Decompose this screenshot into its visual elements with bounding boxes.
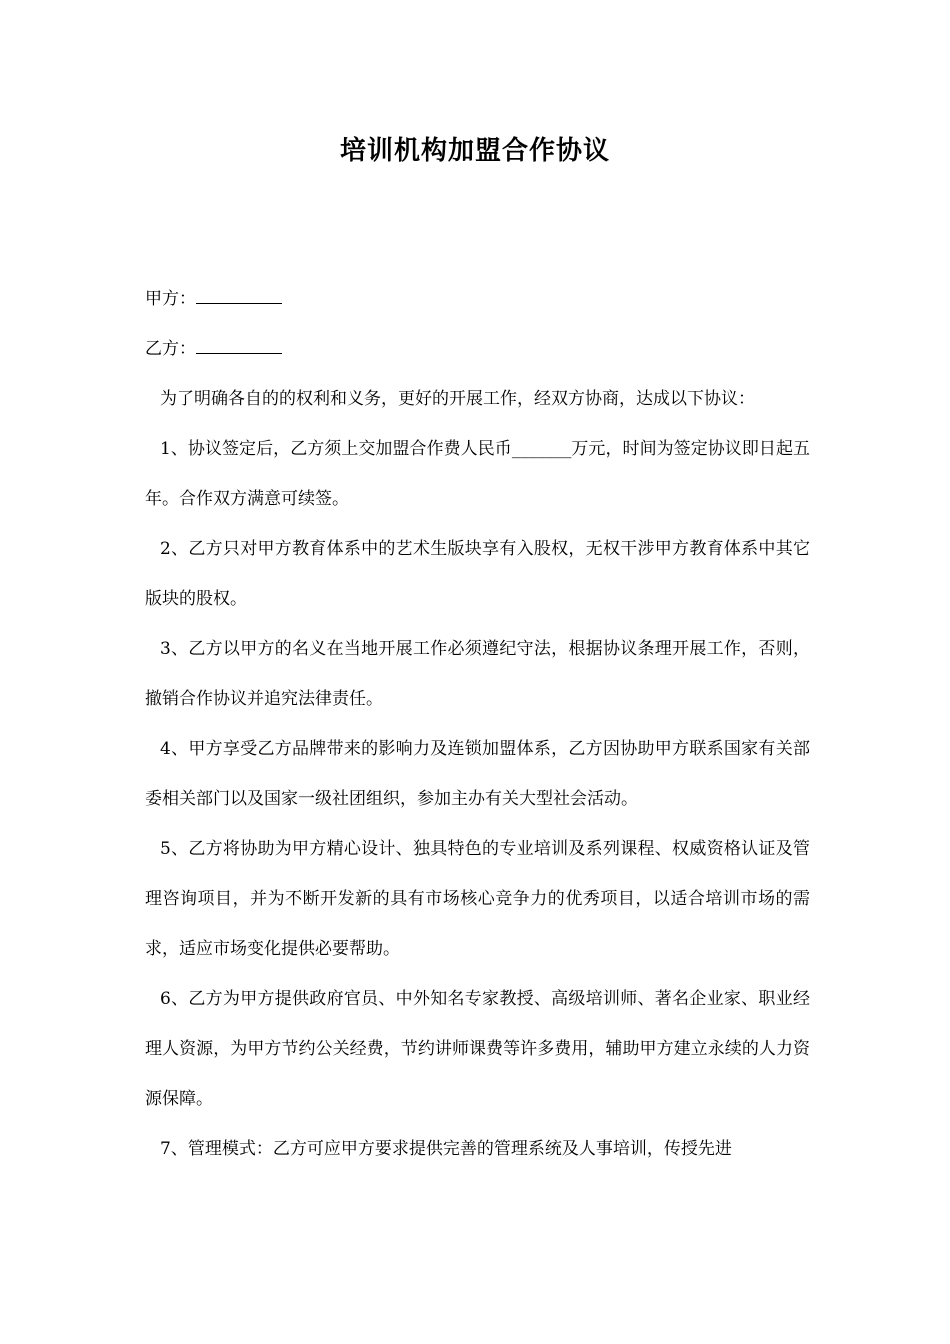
clause-2: 2、乙方只对甲方教育体系中的艺术生版块享有入股权，无权干涉甲方教育体系中其它版块的股权。 bbox=[145, 539, 810, 609]
party-a-line bbox=[145, 274, 810, 324]
intro-paragraph: 为了明确各自的的权利和义务，更好的开展工作，经双方协商，达成以下协议： bbox=[160, 389, 755, 409]
party-a-label: 甲方： bbox=[145, 289, 196, 309]
clause-1-text-before: 1、协议签定后，乙方须上交加盟合作费人民币 bbox=[160, 439, 512, 459]
clause-7: 7、管理模式：乙方可应甲方要求提供完善的管理系统及人事培训，传授先进 bbox=[160, 1139, 732, 1159]
document-body bbox=[145, 274, 810, 1174]
fee-blank: _______ bbox=[511, 439, 572, 459]
clause-5: 5、乙方将协助为甲方精心设计、独具特色的专业培训及系列课程、权威资格认证及管理咨询项目，并为不断开发新的具有市场核心竞争力的优秀项目，以适合培训市场的需求，适应市场变化提供必要帮助。 bbox=[145, 839, 810, 959]
clause-4: 4、甲方享受乙方品牌带来的影响力及连锁加盟体系，乙方因协助甲方联系国家有关部委相关部门以及国家一级社团组织，参加主办有关大型社会活动。 bbox=[145, 739, 810, 809]
party-b-blank bbox=[196, 337, 282, 354]
clause-6: 6、乙方为甲方提供政府官员、中外知名专家教授、高级培训师、著名企业家、职业经理人资源，为甲方节约公关经费，节约讲师课费等许多费用，辅助甲方建立永续的人力资源保障。 bbox=[145, 989, 810, 1109]
party-a-blank bbox=[196, 287, 282, 304]
party-b-label: 乙方： bbox=[145, 339, 196, 359]
clause-3: 3、乙方以甲方的名义在当地开展工作必须遵纪守法，根据协议条理开展工作，否则，撤销合作协议并追究法律责任。 bbox=[145, 639, 810, 709]
document-title: 培训机构加盟合作协议 bbox=[339, 136, 610, 166]
party-b-line bbox=[145, 324, 810, 374]
clause-1 bbox=[145, 424, 810, 524]
clause-1-text-after: 万元，时间为签定协议即日起五年。合作双方满意可续签。 bbox=[145, 439, 810, 509]
